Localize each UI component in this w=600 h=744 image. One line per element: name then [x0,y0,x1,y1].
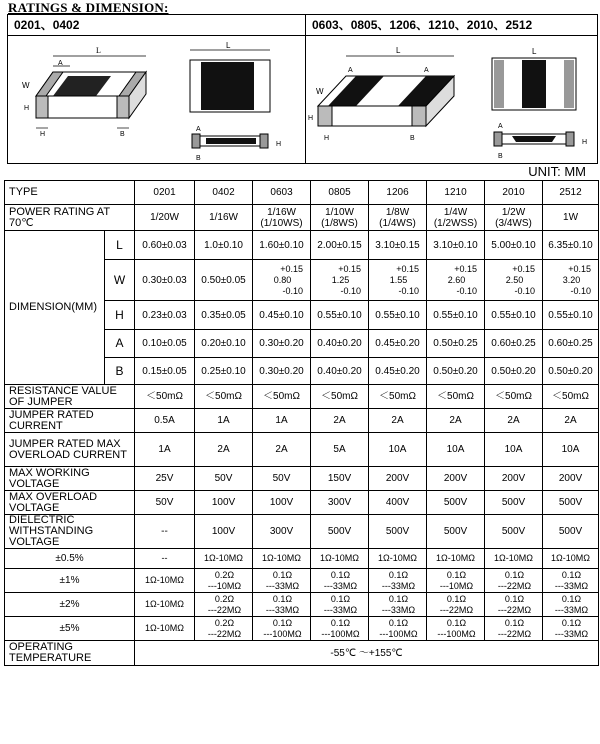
tolerance-label: ±2% [5,593,135,617]
r-side-b-label: B [498,153,503,160]
value-cell: 400V [369,491,427,515]
value-cell: 2A [311,409,369,433]
r-side-h-label: H [582,139,588,146]
jumper-resistance-label: RESISTANCE VALUE OF JUMPER [5,385,135,409]
tolerance-cell: 1Ω-10MΩ [427,549,485,569]
tolerance-row [5,549,599,569]
dim-cell: 1.0±0.10 [195,231,253,260]
value-cell: 0.5A [135,409,195,433]
dim-cell: 3.10±0.10 [427,231,485,260]
h-label: H [24,105,30,112]
power-row [5,205,599,231]
value-cell: 500V [485,515,543,549]
small-size-diagram-panel [8,15,306,163]
dim-cell: 5.00±0.10 [485,231,543,260]
dim-cell: 0.50±0.20 [543,358,599,385]
b-label: B [120,131,125,138]
power-cell: 1/20W [135,205,195,231]
dim-stacked-cell: +0.15 2.50 -0.10 [485,260,543,301]
dim-sub-label: A [105,330,135,358]
dim-stacked-cell: +0.15 2.60 -0.10 [427,260,485,301]
value-cell: 300V [311,491,369,515]
jumper-current-row [5,409,599,433]
tolerance-cell: 1Ω-10MΩ [135,617,195,641]
value-cell: ＜50mΩ [253,385,311,409]
dim-cell: 0.55±0.10 [427,301,485,330]
dim-cell: 0.55±0.10 [369,301,427,330]
jumper-current-label: JUMPER RATED CURRENT [5,409,135,433]
tolerance-row [5,593,599,617]
type-row [5,181,599,205]
r-b-label: B [410,135,415,142]
dim-cell: 0.10±0.05 [135,330,195,358]
dim-stacked-cell: +0.15 1.55 -0.10 [369,260,427,301]
value-cell: 2A [543,409,599,433]
power-cell: 1/2W (3/4WS) [485,205,543,231]
tolerance-cell: 0.1Ω ---33MΩ [369,569,427,593]
value-cell: 500V [427,491,485,515]
value-cell: 500V [543,491,599,515]
side-a-label: A [196,126,201,133]
value-cell: 10A [369,433,427,467]
value-cell: 10A [427,433,485,467]
side-h-label: H [276,141,282,148]
dim-cell: 0.45±0.20 [369,330,427,358]
top-length-label: L [226,41,231,50]
tolerance-cell: 0.2Ω ---22MΩ [195,593,253,617]
dim-cell: 6.35±0.10 [543,231,599,260]
w-label: W [22,81,30,90]
length-label: L [96,46,101,55]
type-label: TYPE [5,181,135,205]
max-working-label: MAX WORKING VOLTAGE [5,467,135,491]
operating-value: -55℃ ～+155℃ [135,641,599,666]
dim-cell: 0.35±0.05 [195,301,253,330]
jumper-overload-label: JUMPER RATED MAX OVERLOAD CURRENT [5,433,135,467]
large-size-diagram-panel [306,15,597,163]
jumper-overload-row [5,433,599,467]
dim-cell: 0.50±0.05 [195,260,253,301]
tolerance-cell: 1Ω-10MΩ [135,593,195,617]
tolerance-cell: 0.1Ω ---100MΩ [427,617,485,641]
type-cell: 0603 [253,181,311,205]
tolerance-cell: 0.2Ω ---22MΩ [195,617,253,641]
operating-label: OPERATING TEMPERATURE [5,641,135,666]
type-cell: 0805 [311,181,369,205]
value-cell: 50V [195,467,253,491]
max-working-row [5,467,599,491]
dim-cell: 2.00±0.15 [311,231,369,260]
value-cell: 500V [311,515,369,549]
value-cell: 100V [195,491,253,515]
type-cell: 1210 [427,181,485,205]
value-cell: 1A [135,433,195,467]
tolerance-cell: 0.1Ω ---33MΩ [543,569,599,593]
power-label: POWER RATING AT 70℃ [5,205,135,231]
dimension-l-row [5,231,599,260]
value-cell: 100V [195,515,253,549]
tolerance-cell: 1Ω-10MΩ [195,549,253,569]
dim-cell: 0.55±0.10 [485,301,543,330]
dim-sub-label: W [105,260,135,301]
value-cell: 100V [253,491,311,515]
r-a-left-label: A [348,67,353,74]
tolerance-label: ±5% [5,617,135,641]
tolerance-cell: 0.1Ω ---100MΩ [253,617,311,641]
type-cell: 1206 [369,181,427,205]
tolerance-row [5,569,599,593]
r-a-right-label: A [424,67,429,74]
dim-cell: 0.55±0.10 [543,301,599,330]
tolerance-cell: 0.1Ω ---33MΩ [311,593,369,617]
value-cell: ＜50mΩ [543,385,599,409]
dim-cell: 0.30±0.20 [253,330,311,358]
type-cell: 0201 [135,181,195,205]
value-cell: 2A [485,409,543,433]
tolerance-cell: 0.1Ω ---100MΩ [311,617,369,641]
r-side-a-label: A [498,123,503,130]
value-cell: 500V [543,515,599,549]
dim-cell: 0.50±0.20 [427,358,485,385]
type-cell: 2010 [485,181,543,205]
dim-cell: 0.40±0.20 [311,330,369,358]
r-h-label: H [308,115,314,122]
side-b-label: B [196,155,201,162]
tolerance-cell: 0.1Ω ---33MΩ [253,569,311,593]
value-cell: 300V [253,515,311,549]
power-cell: 1/8W (1/4WS) [369,205,427,231]
value-cell: 500V [369,515,427,549]
dim-stacked-cell: +0.15 3.20 -0.10 [543,260,599,301]
tolerance-cell: 0.1Ω ---33MΩ [253,593,311,617]
page-title: RATINGS & DIMENSION: [8,0,169,15]
tolerance-cell: 0.2Ω ---10MΩ [195,569,253,593]
value-cell: ＜50mΩ [195,385,253,409]
r-length-label: L [396,46,401,55]
value-cell: 500V [485,491,543,515]
power-cell: 1W [543,205,599,231]
dim-cell: 0.30±0.03 [135,260,195,301]
value-cell: 150V [311,467,369,491]
value-cell: ＜50mΩ [311,385,369,409]
dim-cell: 0.60±0.25 [543,330,599,358]
power-cell: 1/16W (1/10WS) [253,205,311,231]
type-cell: 2512 [543,181,599,205]
tolerance-cell: 0.1Ω ---33MΩ [543,617,599,641]
dim-cell: 0.45±0.20 [369,358,427,385]
dielectric-label: DIELECTRIC WITHSTANDING VOLTAGE [5,515,135,549]
dim-cell: 3.10±0.15 [369,231,427,260]
power-cell: 1/4W (1/2WSS) [427,205,485,231]
dielectric-row [5,515,599,549]
tolerance-cell: 0.1Ω ---100MΩ [369,617,427,641]
dim-cell: 0.60±0.03 [135,231,195,260]
unit-label: UNIT: MM [528,164,586,179]
dim-stacked-cell: +0.15 0.80 -0.10 [253,260,311,301]
dim-stacked-cell: +0.15 1.25 -0.10 [311,260,369,301]
dim-sub-label: B [105,358,135,385]
dim-cell: 0.50±0.20 [485,358,543,385]
dim-cell: 0.15±0.05 [135,358,195,385]
value-cell: ＜50mΩ [485,385,543,409]
value-cell: 200V [427,467,485,491]
dim-cell: 1.60±0.10 [253,231,311,260]
h-bottom-label: H [40,131,46,138]
dim-cell: 0.20±0.10 [195,330,253,358]
value-cell: ＜50mΩ [427,385,485,409]
value-cell: -- [135,515,195,549]
tolerance-row [5,617,599,641]
tolerance-cell: 1Ω-10MΩ [543,549,599,569]
large-size-header: 0603、0805、1206、1210、2010、2512 [306,15,597,36]
tolerance-cell: 0.1Ω ---22MΩ [485,569,543,593]
a-label: A [58,60,63,67]
tolerance-label: ±1% [5,569,135,593]
tolerance-cell: 1Ω-10MΩ [135,569,195,593]
value-cell: 10A [543,433,599,467]
r-top-length-label: L [532,47,537,56]
value-cell: 2A [369,409,427,433]
ratings-table [4,180,599,666]
type-cell: 0402 [195,181,253,205]
tolerance-cell: 1Ω-10MΩ [485,549,543,569]
tolerance-cell: 0.1Ω ---22MΩ [427,593,485,617]
large-chip-drawing [306,36,597,163]
tolerance-cell: 0.1Ω ---33MΩ [369,593,427,617]
value-cell: 200V [543,467,599,491]
r-h2-label: H [324,135,330,142]
value-cell: 2A [253,433,311,467]
dimension-diagrams [7,14,598,164]
tolerance-cell: 0.1Ω ---22MΩ [485,617,543,641]
value-cell: 200V [485,467,543,491]
tolerance-cell: 1Ω-10MΩ [311,549,369,569]
power-cell: 1/16W [195,205,253,231]
value-cell: ＜50mΩ [369,385,427,409]
value-cell: 2A [195,433,253,467]
small-chip-drawing [8,36,305,163]
value-cell: 25V [135,467,195,491]
r-w-label: W [316,87,324,96]
dim-sub-label: H [105,301,135,330]
max-overload-row [5,491,599,515]
dim-cell: 0.30±0.20 [253,358,311,385]
value-cell: 500V [427,515,485,549]
tolerance-cell: 0.1Ω ---33MΩ [311,569,369,593]
dim-cell: 0.60±0.25 [485,330,543,358]
max-overload-label: MAX OVERLOAD VOLTAGE [5,491,135,515]
tolerance-cell: 0.1Ω ---22MΩ [485,593,543,617]
value-cell: 1A [195,409,253,433]
tolerance-cell: 0.1Ω ---33MΩ [543,593,599,617]
dim-cell: 0.55±0.10 [311,301,369,330]
tolerance-cell: 0.1Ω ---10MΩ [427,569,485,593]
tolerance-cell: -- [135,549,195,569]
value-cell: 1A [253,409,311,433]
dim-cell: 0.25±0.10 [195,358,253,385]
tolerance-cell: 1Ω-10MΩ [253,549,311,569]
jumper-resistance-row [5,385,599,409]
operating-row [5,641,599,666]
value-cell: 5A [311,433,369,467]
dimension-label: DIMENSION(MM) [5,231,105,385]
tolerance-cell: 1Ω-10MΩ [369,549,427,569]
dim-cell: 0.45±0.10 [253,301,311,330]
value-cell: 10A [485,433,543,467]
dim-sub-label: L [105,231,135,260]
value-cell: 200V [369,467,427,491]
value-cell: 50V [135,491,195,515]
power-cell: 1/10W (1/8WS) [311,205,369,231]
value-cell: ＜50mΩ [135,385,195,409]
value-cell: 50V [253,467,311,491]
dim-cell: 0.50±0.25 [427,330,485,358]
small-size-header: 0201、0402 [8,15,305,36]
tolerance-label: ±0.5% [5,549,135,569]
value-cell: 2A [427,409,485,433]
dim-cell: 0.23±0.03 [135,301,195,330]
dim-cell: 0.40±0.20 [311,358,369,385]
